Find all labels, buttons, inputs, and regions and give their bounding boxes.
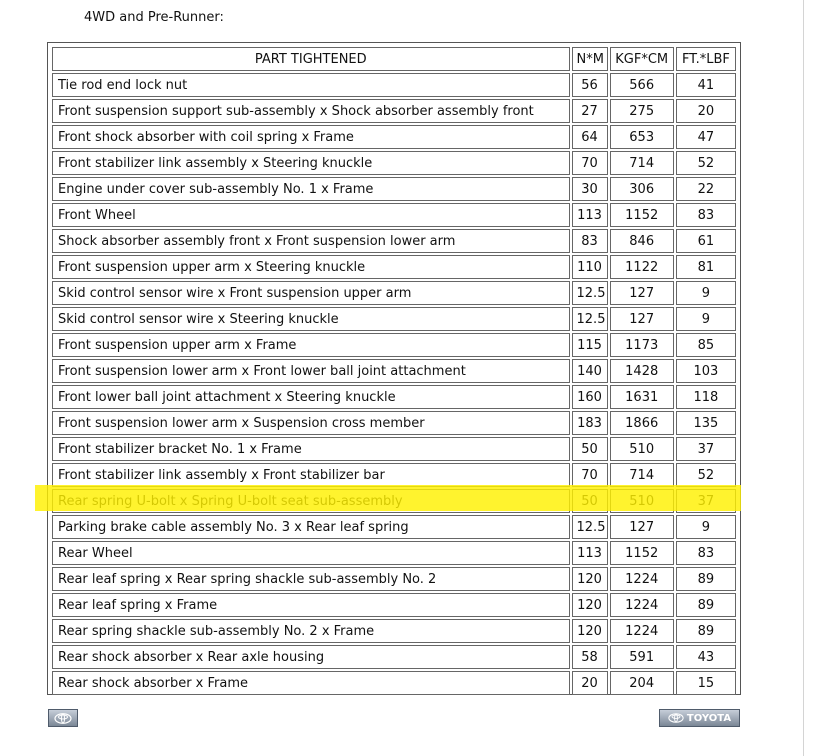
table-header-row	[52, 47, 736, 71]
table-row	[52, 515, 736, 539]
table-row	[52, 541, 736, 565]
nm-cell: 70	[572, 463, 608, 487]
part-cell: Front suspension upper arm x Frame	[52, 333, 570, 357]
ftlbf-cell: 37	[676, 437, 736, 461]
part-cell: Front stabilizer link assembly x Steering knuckle	[52, 151, 570, 175]
ftlbf-cell: 83	[676, 203, 736, 227]
table-row	[52, 385, 736, 409]
nm-cell: 12.5	[572, 307, 608, 331]
part-cell: Rear shock absorber x Frame	[52, 671, 570, 695]
part-cell: Rear leaf spring x Frame	[52, 593, 570, 617]
part-cell: Rear Wheel	[52, 541, 570, 565]
table-row	[52, 593, 736, 617]
kgfcm-cell: 1866	[610, 411, 674, 435]
kgfcm-cell: 566	[610, 73, 674, 97]
kgfcm-cell: 275	[610, 99, 674, 123]
table-row	[52, 359, 736, 383]
toyota-button-label: TOYOTA	[686, 712, 732, 724]
table-row	[52, 229, 736, 253]
part-cell: Front suspension lower arm x Suspension cross member	[52, 411, 570, 435]
kgfcm-cell: 1152	[610, 541, 674, 565]
kgfcm-cell: 127	[610, 515, 674, 539]
header-part-tightened: PART TIGHTENED	[52, 47, 570, 71]
table-row	[52, 437, 736, 461]
ftlbf-cell: 61	[676, 229, 736, 253]
table-row	[52, 203, 736, 227]
nm-cell: 183	[572, 411, 608, 435]
kgfcm-cell: 846	[610, 229, 674, 253]
part-cell: Skid control sensor wire x Front suspension upper arm	[52, 281, 570, 305]
part-cell: Front suspension upper arm x Steering knuckle	[52, 255, 570, 279]
nm-cell: 140	[572, 359, 608, 383]
kgfcm-cell: 204	[610, 671, 674, 695]
nm-cell: 70	[572, 151, 608, 175]
part-cell: Rear leaf spring x Rear spring shackle sub-assembly No. 2	[52, 567, 570, 591]
ftlbf-cell: 15	[676, 671, 736, 695]
ftlbf-cell: 9	[676, 281, 736, 305]
ftlbf-cell: 89	[676, 567, 736, 591]
nm-cell: 30	[572, 177, 608, 201]
nm-cell: 56	[572, 73, 608, 97]
nm-cell: 64	[572, 125, 608, 149]
table-row	[52, 671, 736, 695]
kgfcm-cell: 1173	[610, 333, 674, 357]
nm-cell: 120	[572, 567, 608, 591]
section-subtitle: 4WD and Pre-Runner:	[84, 10, 224, 25]
part-cell: Parking brake cable assembly No. 3 x Rear leaf spring	[52, 515, 570, 539]
ftlbf-cell: 20	[676, 99, 736, 123]
kgfcm-cell: 1428	[610, 359, 674, 383]
part-cell: Front suspension lower arm x Front lower ball joint attachment	[52, 359, 570, 383]
nm-cell: 58	[572, 645, 608, 669]
kgfcm-cell: 1122	[610, 255, 674, 279]
ftlbf-cell: 52	[676, 463, 736, 487]
table-row	[52, 307, 736, 331]
nm-cell: 120	[572, 619, 608, 643]
part-cell: Tie rod end lock nut	[52, 73, 570, 97]
kgfcm-cell: 510	[610, 437, 674, 461]
part-cell: Front stabilizer bracket No. 1 x Frame	[52, 437, 570, 461]
table-row	[52, 411, 736, 435]
part-cell: Front stabilizer link assembly x Front stabilizer bar	[52, 463, 570, 487]
part-cell: Engine under cover sub-assembly No. 1 x Frame	[52, 177, 570, 201]
ftlbf-cell: 83	[676, 541, 736, 565]
torque-spec-table	[50, 45, 738, 697]
table-row	[52, 73, 736, 97]
ftlbf-cell: 9	[676, 307, 736, 331]
ftlbf-cell: 41	[676, 73, 736, 97]
ftlbf-cell: 103	[676, 359, 736, 383]
header-ftlbf: FT.*LBF	[676, 47, 736, 71]
part-cell: Front shock absorber with coil spring x Frame	[52, 125, 570, 149]
nm-cell: 120	[572, 593, 608, 617]
table-row	[52, 255, 736, 279]
part-cell: Front Wheel	[52, 203, 570, 227]
kgfcm-cell: 127	[610, 307, 674, 331]
page-edge-rule	[803, 0, 804, 756]
kgfcm-cell: 1631	[610, 385, 674, 409]
part-cell: Front lower ball joint attachment x Steering knuckle	[52, 385, 570, 409]
nm-cell: 12.5	[572, 515, 608, 539]
nm-cell: 27	[572, 99, 608, 123]
table-row	[52, 333, 736, 357]
toyota-home-button[interactable]	[48, 709, 78, 727]
kgfcm-cell: 1152	[610, 203, 674, 227]
toyota-logo-icon	[668, 713, 684, 723]
nm-cell: 50	[572, 437, 608, 461]
nm-cell: 12.5	[572, 281, 608, 305]
ftlbf-cell: 118	[676, 385, 736, 409]
nm-cell: 113	[572, 203, 608, 227]
table-row	[52, 99, 736, 123]
torque-table-frame	[47, 42, 741, 695]
ftlbf-cell: 89	[676, 619, 736, 643]
part-cell: Rear shock absorber x Rear axle housing	[52, 645, 570, 669]
table-row	[52, 281, 736, 305]
kgfcm-cell: 127	[610, 281, 674, 305]
kgfcm-cell: 1224	[610, 567, 674, 591]
table-row	[52, 645, 736, 669]
table-row	[52, 619, 736, 643]
header-nm: N*M	[572, 47, 608, 71]
ftlbf-cell: 43	[676, 645, 736, 669]
table-row	[52, 151, 736, 175]
nm-cell: 20	[572, 671, 608, 695]
header-kgfcm: KGF*CM	[610, 47, 674, 71]
kgfcm-cell: 1224	[610, 619, 674, 643]
nm-cell: 113	[572, 541, 608, 565]
kgfcm-cell: 1224	[610, 593, 674, 617]
ftlbf-cell: 52	[676, 151, 736, 175]
part-cell: Skid control sensor wire x Steering knuckle	[52, 307, 570, 331]
table-row	[52, 125, 736, 149]
ftlbf-cell: 85	[676, 333, 736, 357]
table-row	[52, 567, 736, 591]
kgfcm-cell: 714	[610, 151, 674, 175]
part-cell: Front suspension support sub-assembly x Shock absorber assembly front	[52, 99, 570, 123]
ftlbf-cell: 22	[676, 177, 736, 201]
kgfcm-cell: 714	[610, 463, 674, 487]
ftlbf-cell: 47	[676, 125, 736, 149]
kgfcm-cell: 591	[610, 645, 674, 669]
toyota-logo-icon	[54, 713, 72, 724]
nm-cell: 160	[572, 385, 608, 409]
table-row	[52, 463, 736, 487]
nm-cell: 83	[572, 229, 608, 253]
part-cell: Rear spring shackle sub-assembly No. 2 x Frame	[52, 619, 570, 643]
ftlbf-cell: 9	[676, 515, 736, 539]
ftlbf-cell: 89	[676, 593, 736, 617]
kgfcm-cell: 306	[610, 177, 674, 201]
ftlbf-cell: 81	[676, 255, 736, 279]
ftlbf-cell: 135	[676, 411, 736, 435]
table-row	[52, 177, 736, 201]
nm-cell: 115	[572, 333, 608, 357]
part-cell: Shock absorber assembly front x Front suspension lower arm	[52, 229, 570, 253]
kgfcm-cell: 653	[610, 125, 674, 149]
nm-cell: 110	[572, 255, 608, 279]
toyota-brand-button[interactable]	[659, 709, 740, 727]
highlighter-mark	[35, 485, 741, 511]
